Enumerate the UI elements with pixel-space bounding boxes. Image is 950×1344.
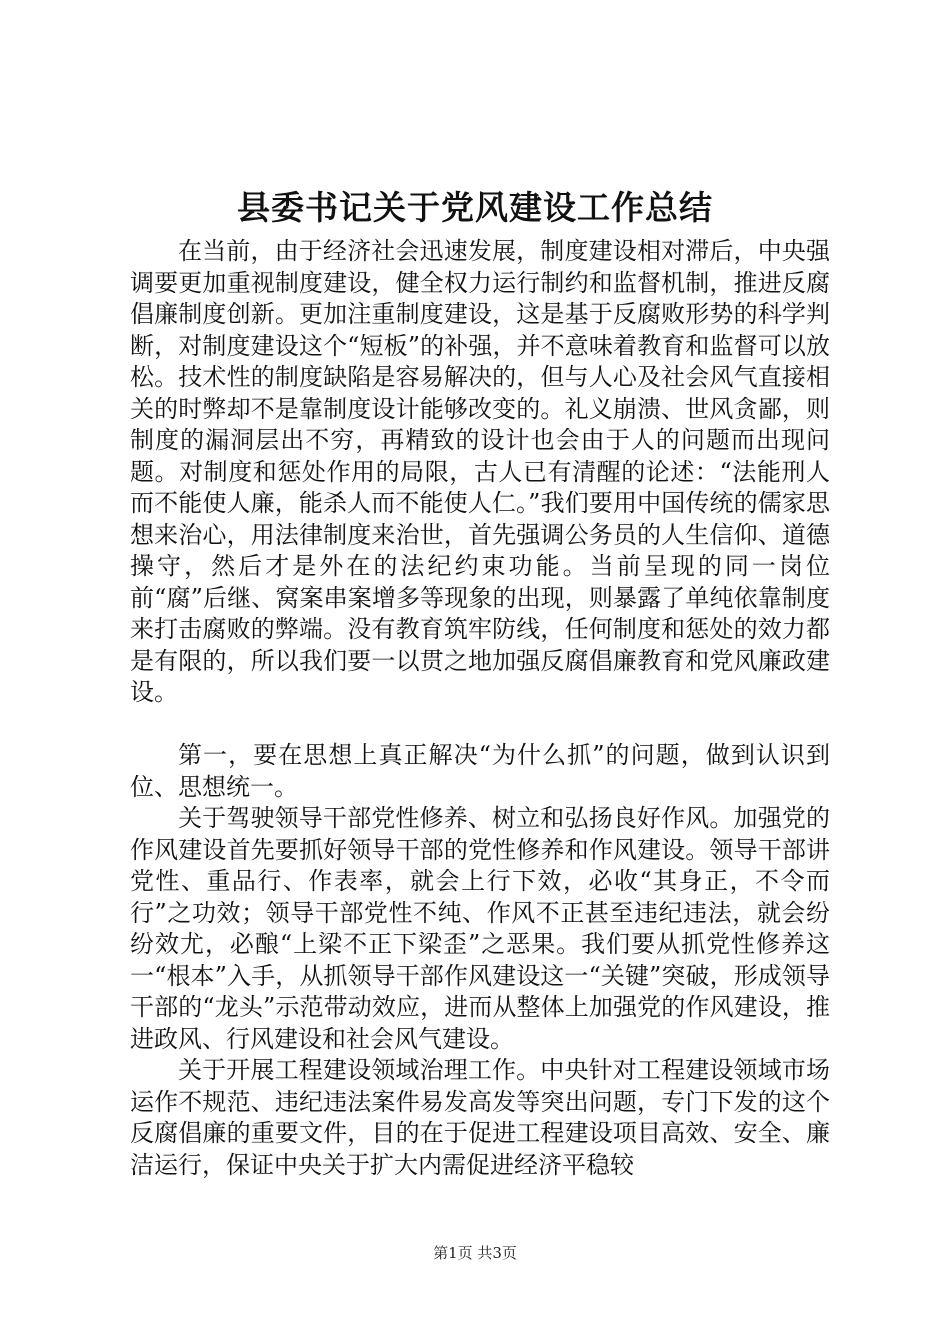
document-body (130, 236, 830, 1181)
paragraph-spacer (130, 709, 830, 741)
paragraph-leadership-conduct: 关于驾驶领导干部党性修养、树立和弘扬良好作风。加强党的作风建设首先要抓好领导干部的党性修养和作风建设。领导干部讲党性、重品行、作表率，就会上行下效，必收“其身正，不令而行”之功效；领导干部党性不纯、作风不正甚至违纪违法，就会纷纷效尤，必酿“上梁不正下梁歪”之恶果。我们要从抓党性修养这一“根本”入手，从抓领导干部作风建设这一“关键”突破，形成领导干部的“龙头”示范带动效应，进而从整体上加强党的作风建设，推进政风、行风建设和社会风气建设。 (130, 804, 830, 1053)
page-number-footer: 第1页 共3页 (433, 1244, 517, 1262)
paragraph-intro: 在当前，由于经济社会迅速发展，制度建设相对滞后，中央强调要更加重视制度建设，健全权力运行制约和监督机制，推进反腐倡廉制度创新。更加注重制度建设，这是基于反腐败形势的科学判断，对制度建设这个“短板”的补强，并不意味着教育和监督可以放松。技术性的制度缺陷是容易解决的，但与人心及社会风气直接相关的时弊却不是靠制度设计能够改变的。礼义崩溃、世风贪鄙，则制度的漏洞层出不穷，再精致的设计也会由于人的问题而出现问题。对制度和惩处作用的局限，古人已有清醒的论述：“法能刑人而不能使人廉，能杀人而不能使人仁。”我们要用中国传统的儒家思想来治心，用法律制度来治世，首先强调公务员的人生信仰、道德操守，然后才是外在的法纪约束功能。当前呈现的同一岗位前“腐”后继、窝案串案增多等现象的出现，则暴露了单纯依靠制度来打击腐败的弊端。没有教育筑牢防线，任何制度和惩处的效力都是有限的，所以我们要一以贯之地加强反腐倡廉教育和党风廉政建设。 (130, 237, 830, 706)
paragraph-point-one: 第一，要在思想上真正解决“为什么抓”的问题，做到认识到位、思想统一。 (130, 741, 830, 801)
paragraph-engineering-governance: 关于开展工程建设领域治理工作。中央针对工程建设领域市场运作不规范、违纪违法案件易发高发等突出问题，专门下发的这个反腐倡廉的重要文件，目的在于促进工程建设项目高效、安全、廉洁运行，保证中央关于扩大内需促进经济平稳较 (130, 1056, 830, 1179)
document-title: 县委书记关于党风建设工作总结 (237, 188, 713, 227)
